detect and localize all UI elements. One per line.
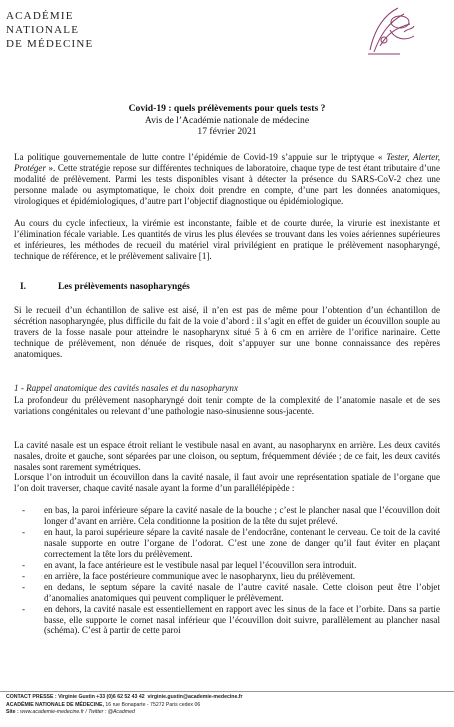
anatomy-list: [14, 505, 440, 636]
list-item: - en dehors, la cavité nasale est essentiellement en rapport avec les sinus de la face et l’orbite. Dans sa partie basse, elle supporte le cornet nasal inférieur que l’écouvillon doit suivre, parallèlement au plancher nasal (schéma). C’est à partir de cette paroi: [22, 603, 440, 636]
list-item-text: en dehors, la cavité nasale est essentiellement en rapport avec les sinus de la face et l’orbite. Dans sa partie basse, elle supporte le cornet nasal inférieur que l’écouvillon doit suivre, parallèlement au plancher nasal (schéma). C’est à partir de cette paroi: [44, 603, 440, 636]
list-item-text: en avant, la face antérieure est le vestibule nasal par lequel l’écouvillon sera introduit.: [44, 559, 357, 570]
document-title: Covid-19 : quels prélèvements pour quels tests ?: [128, 103, 326, 114]
footer-address: 16 rue Bonaparte - 75272 Paris cedex 06: [105, 701, 201, 708]
logo-line-2: NATIONALE: [6, 24, 80, 36]
list-item-text: en arrière, la face postérieure communique avec le nasopharynx, lieu du prélèvement.: [44, 570, 356, 581]
footer-org: ACADÉMIE NATIONALE DE MÉDECINE,: [6, 701, 104, 708]
footer-contact: CONTACT PRESSE : Virginie Gustin +33 (0)6 62 52 43 42: [6, 694, 145, 700]
list-item: - en bas, la paroi inférieure sépare la cavité nasale de la bouche ; c’est le plancher nasal que l’écouvillon doit longer d’avant en arrière. Cela conditionne la position de la tête du sujet prélevé.: [22, 505, 440, 526]
academie-emblem-icon: [360, 2, 422, 60]
list-item-text: en haut, la paroi supérieure sépare la cavité nasale de l’endocrâne, contenant le cerveau. Ce toit de la cavité nasale supporte en outre l’organe de l’odorat. C’est une zone de danger qu’il faut éviter en plaçant correctement la tête lors du prélèvement.: [44, 526, 440, 559]
footer-twitter[interactable]: / Twitter : @Acadmed: [85, 709, 135, 716]
paragraph-depth: La profondeur du prélèvement nasopharyngé doit tenir compte de la complexité de l’anatomie nasale et de ses variations congénitales ou relevant d’une pathologie naso-sinusienne sous-jacente.: [14, 395, 440, 416]
paragraph-intro: La politique gouvernementale de lutte contre l’épidémie de Covid-19 s’appuie sur le triptyque « Tester, Alerter, Protéger ». Cette stratégie repose sur différentes techniques de laboratoire, chaque type de test étant tributaire d’une modalité de prélèvement. Parmi les tests disponibles visant à détecter la présence du SARS-CoV-2 chez une personne malade ou asymptomatique, le choix doit prendre en compte, d’une part les données anatomiques, virologiques et épidémiologiques, d’autre part l’objectif diagnostique ou épidémiologique.: [14, 152, 440, 206]
academie-logo: [6, 6, 186, 60]
list-item: - en arrière, la face postérieure communique avec le nasopharynx, lieu du prélèvement.: [22, 570, 356, 581]
logo-line-1: ACADÉMIE: [6, 10, 74, 22]
paragraph-nasal-cavity: La cavité nasale est un espace étroit reliant le vestibule nasal en avant, au nasopharynx en arrière. Les deux cavités nasales, droite et gauche, sont séparées par une cloison, ou septum, fréquemment déviée ; de ce fait, les deux cavités nasales sont rarement symétriques.: [14, 440, 440, 472]
section-title: Les prélèvements nasopharyngés: [58, 282, 190, 292]
list-item-text: en dedans, le septum sépare la cavité nasale de l’autre cavité nasale. Cette cloison peut être l’objet d’anomalies anatomiques qui peuvent compliquer le prélèvement.: [44, 581, 440, 603]
paragraph-cycle: Au cours du cycle infectieux, la virémie est inconstante, faible et de courte durée, la virurie est inexistante et l’élimination fécale variable. Les quantités de virus les plus élevées se trouvant dans les voies aériennes supérieures et inférieures, les méthodes de recueil du matériel viral privilégient en pratique le prélèvement nasopharyngé, technique de référence, et le prélèvement salivaire [1].: [14, 218, 440, 261]
footer-site-label: Site :: [6, 709, 19, 716]
paragraph-sampling: Si le recueil d’un échantillon de salive est aisé, il n’en est pas de même pour l’obtention d’un échantillon de sécrétion nasopharyngée, plus difficile du fait de la voie d’abord : il s’agit en effet de guider un écouvillon souple au travers de la fosse nasale pour atteindre le nasopharynx situé 5 à 6 cm en arrière de l’orifice narinaire. Cette technique de prélèvement, non dénuée de risques, doit s’appuyer sur une bonne connaissance des repères anatomiques.: [14, 305, 440, 359]
list-item: - en avant, la face antérieure est le vestibule nasal par lequel l’écouvillon sera introduit.: [22, 559, 357, 570]
section-heading: [20, 282, 190, 292]
paragraph-swab: Lorsque l’on introduit un écouvillon dans la cavité nasale, il faut avoir une représentation spatiale de l’organe que l’on doit traverser, chaque cavité nasale ayant la forme d’un parallélépipède :: [14, 472, 440, 493]
footer-email[interactable]: virginie.gustin@academie-medecine.fr: [147, 694, 243, 700]
list-item-text: en bas, la paroi inférieure sépare la cavité nasale de la bouche ; c’est le plancher nasal que l’écouvillon doit longer d’avant en arrière. Cela conditionne la position de la tête du sujet prélevé.: [44, 505, 440, 526]
list-item: - en dedans, le septum sépare la cavité nasale de l’autre cavité nasale. Cette cloison peut être l’objet d’anomalies anatomiques qui peuvent compliquer le prélèvement.: [22, 581, 440, 603]
section-number: I.: [20, 282, 26, 292]
list-item: - en haut, la paroi supérieure sépare la cavité nasale de l’endocrâne, contenant le cerveau. Ce toit de la cavité nasale supporte en outre l’organe de l’odorat. C’est une zone de danger qu’il faut éviter en plaçant correctement la tête lors du prélèvement.: [22, 526, 440, 559]
footer-site-link[interactable]: www.academie-medecine.fr: [20, 709, 84, 716]
footer-divider: [0, 691, 454, 692]
document-subtitle: Avis de l’Académie nationale de médecine: [144, 114, 310, 126]
footer: [6, 694, 451, 717]
subsection-heading: 1 - Rappel anatomique des cavités nasales et du nasopharynx: [14, 383, 239, 393]
logo-line-3: DE MÉDECINE: [6, 38, 94, 50]
title-block: [0, 103, 454, 138]
document-date: 17 février 2021: [197, 126, 257, 138]
